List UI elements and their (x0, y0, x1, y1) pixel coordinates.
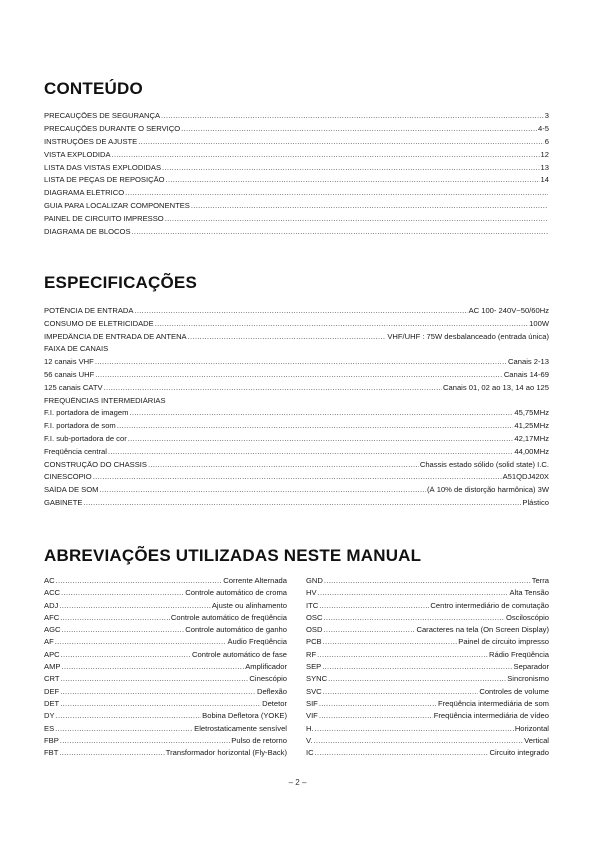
abbreviations-right-column (306, 577, 549, 761)
spec-row (44, 320, 549, 333)
row-label: SIF (306, 699, 318, 708)
dot-leader (323, 614, 504, 622)
row-label: F.I. portadora de imagem (44, 409, 129, 418)
abbreviation-row (306, 589, 549, 601)
spec-row (44, 371, 549, 384)
row-value: Painel de circuito impresso (458, 638, 549, 647)
dot-leader (55, 725, 193, 733)
row-label: ES (44, 724, 55, 733)
contents-item (44, 112, 549, 125)
dot-leader (161, 112, 544, 120)
row-label: INSTRUÇÕES DE AJUSTE (44, 137, 138, 146)
dot-leader (188, 333, 387, 341)
dot-leader (108, 448, 513, 456)
row-label: AGC (44, 626, 61, 635)
row-value: 45,75MHz (514, 409, 549, 418)
dot-leader (162, 164, 540, 172)
dot-leader (134, 307, 467, 315)
row-value: Alta Tensão (509, 589, 549, 598)
abbreviation-row (44, 651, 287, 663)
dot-leader (128, 435, 514, 443)
row-label: RF (306, 650, 317, 659)
row-label: CONSTRUÇÃO DO CHASSIS (44, 460, 147, 469)
dot-leader (59, 602, 210, 610)
row-label: IC (306, 749, 314, 758)
dot-leader (129, 409, 513, 417)
abbreviation-row (306, 675, 549, 687)
row-value: 3 (544, 112, 549, 120)
dot-leader (319, 700, 437, 708)
dot-leader (60, 688, 256, 696)
row-value: 44,00MHz (514, 447, 549, 456)
abbreviation-row (306, 602, 549, 614)
dot-leader (313, 737, 523, 745)
row-value: VHF/UHF : 75W desbalanceado (entrada única) (387, 332, 549, 341)
row-value: 41,25MHz (514, 422, 549, 431)
abbreviation-row (306, 614, 549, 626)
row-value: Terra (531, 577, 549, 585)
contents-item (44, 176, 549, 189)
row-label: HV (306, 589, 317, 598)
row-label: FBP (44, 736, 59, 745)
row-label: LISTA DE PEÇAS DE REPOSIÇÃO (44, 176, 165, 185)
row-value: Centro intermediário de comutação (430, 601, 549, 610)
row-value: 42,17MHz (514, 434, 549, 443)
row-value: Controles de volume (479, 687, 549, 696)
dot-leader (117, 422, 514, 430)
row-label: APC (44, 650, 60, 659)
row-label: AMP (44, 663, 61, 672)
row-label: 56 canais UHF (44, 370, 95, 379)
abbreviation-row (44, 614, 287, 626)
dot-leader (191, 202, 548, 210)
page-number: – 2 – (288, 778, 307, 787)
dot-leader (56, 712, 202, 720)
abbreviation-row (44, 712, 287, 724)
abbreviation-row (44, 737, 287, 749)
row-label: FREQÜÊNCIAS INTERMEDIÁRIAS (44, 396, 166, 405)
row-value: Rádio Freqüência (489, 650, 549, 659)
row-label: OSC (306, 613, 323, 622)
dot-leader (318, 589, 509, 597)
row-value: (À 10% de distorção harmônica) 3W (427, 486, 549, 495)
abbreviation-row (306, 688, 549, 700)
row-value: 100W (529, 319, 549, 328)
abbreviation-row (306, 638, 549, 650)
dot-leader (125, 189, 548, 197)
row-label: PRECAUÇÕES DURANTE O SERVIÇO (44, 124, 181, 133)
row-label: CRT (44, 675, 60, 684)
abbreviation-row (306, 700, 549, 712)
row-label: ACC (44, 589, 61, 598)
dot-leader (181, 125, 537, 133)
row-value: Transformador horizontal (Fly-Back) (165, 749, 287, 758)
spec-row (44, 307, 549, 320)
abbreviation-row (44, 577, 287, 589)
contents-item (44, 189, 549, 202)
abbreviation-row (306, 651, 549, 663)
row-value: Controle automático de croma (185, 589, 287, 598)
row-value: Ajuste ou alinhamento (211, 601, 287, 610)
dot-leader (165, 215, 548, 223)
abbreviations-left-column (44, 577, 287, 761)
spec-row (44, 486, 549, 499)
row-label: GABINETE (44, 498, 83, 507)
spec-row (44, 435, 549, 448)
row-label: DY (44, 712, 55, 721)
row-label: SEP (306, 663, 322, 672)
row-value: Chassis estado sólido (solid state) I.C. (419, 460, 549, 469)
row-label: DIAGRAMA DE BLOCOS (44, 228, 131, 237)
row-value: 13 (540, 163, 549, 172)
dot-leader (61, 626, 184, 634)
row-value: Cinescópio (249, 675, 287, 684)
spec-row (44, 499, 549, 512)
abbreviation-row (44, 700, 287, 712)
spec-row (44, 448, 549, 461)
contents-item (44, 125, 549, 138)
row-label: PAINEL DE CIRCUITO IMPRESSO (44, 215, 164, 224)
dot-leader (315, 749, 489, 757)
row-value: Controle automático de ganho (185, 626, 287, 635)
dot-leader (55, 638, 227, 646)
row-value: Detetor (262, 699, 287, 708)
row-label: POTÊNCIA DE ENTRADA (44, 307, 134, 315)
dot-leader (60, 737, 230, 745)
row-value: Freqüência intermediária de som (437, 699, 549, 708)
row-label: FAIXA DE CANAIS (44, 345, 109, 354)
contents-item (44, 138, 549, 151)
dot-leader (60, 675, 248, 683)
abbreviation-row (44, 663, 287, 675)
row-label: DEF (44, 687, 60, 696)
dot-leader (324, 577, 531, 585)
spec-row (44, 345, 549, 358)
row-label: ITC (306, 601, 319, 610)
dot-leader (95, 371, 503, 379)
row-label: AFC (44, 613, 60, 622)
row-value: Canais 14-69 (503, 370, 549, 379)
row-value: 4-5 (538, 124, 549, 133)
abbreviation-row (306, 626, 549, 638)
row-value: Canais 2-13 (508, 358, 549, 367)
row-label: 12 canais VHF (44, 358, 94, 367)
row-label: OSD (306, 626, 323, 635)
row-value: Sincronismo (507, 675, 549, 684)
dot-leader (166, 176, 540, 184)
abbreviation-row (44, 626, 287, 638)
row-label: DET (44, 699, 60, 708)
dot-leader (138, 138, 544, 146)
abbreviation-row (44, 749, 287, 761)
row-label: DIAGRAMA ELÉTRICO (44, 189, 125, 198)
row-value: Caracteres na tela (On Screen Display) (416, 626, 549, 635)
row-value: AC 100- 240V~50/60Hz (468, 307, 549, 315)
row-value: Freqüência intermediária de vídeo (433, 712, 549, 721)
row-label: 125 canais CATV (44, 383, 103, 392)
row-label: LISTA DAS VISTAS EXPLODIDAS (44, 163, 162, 172)
row-value: Pulso de retorno (231, 736, 287, 745)
contents-title: CONTEÚDO (44, 79, 143, 98)
row-label: FBT (44, 749, 59, 758)
spec-row (44, 422, 549, 435)
row-value: Controle automático de fase (192, 650, 287, 659)
row-value: Osciloscópio (505, 613, 549, 622)
row-value: Separador (513, 663, 549, 672)
dot-leader (323, 638, 458, 646)
dot-leader (60, 614, 170, 622)
row-value: Deflexão (257, 687, 287, 696)
row-label: VIF (306, 712, 318, 721)
abbreviation-row (306, 577, 549, 589)
dot-leader (315, 725, 514, 733)
dot-leader (56, 577, 223, 585)
abbreviation-row (306, 712, 549, 724)
abbreviations-title: ABREVIAÇÕES UTILIZADAS NESTE MANUAL (44, 546, 422, 565)
row-label: F.I. portadora de som (44, 422, 116, 431)
dot-leader (61, 663, 244, 671)
specifications-list (44, 307, 549, 512)
contents-item (44, 202, 549, 215)
row-value: Plástico (522, 498, 549, 507)
abbreviation-row (44, 589, 287, 601)
row-value: Vertical (524, 736, 549, 745)
row-value: Canais 01, 02 ao 13, 14 ao 125 (443, 383, 549, 392)
dot-leader (132, 228, 548, 236)
row-label: CONSUMO DE ELETRICIDADE (44, 319, 154, 328)
row-value: 14 (540, 176, 549, 185)
row-value: Áudio Freqüência (227, 638, 287, 647)
row-value: A51QDJ420X (502, 473, 549, 482)
spec-row (44, 333, 549, 346)
contents-item (44, 228, 549, 241)
dot-leader (104, 384, 442, 392)
row-value: 12 (540, 150, 549, 159)
row-label: SYNC (306, 675, 328, 684)
spec-row (44, 409, 549, 422)
dot-leader (323, 626, 415, 634)
dot-leader (319, 602, 429, 610)
row-label: SAÍDA DE SOM (44, 486, 99, 495)
spec-row (44, 461, 549, 474)
row-label: SVC (306, 687, 322, 696)
specifications-title: ESPECIFICAÇÕES (44, 273, 197, 292)
contents-item (44, 164, 549, 177)
abbreviation-row (306, 663, 549, 675)
row-label: V. (306, 736, 313, 745)
row-label: PRECAUÇÕES DE SEGURANÇA (44, 112, 161, 120)
dot-leader (61, 589, 184, 597)
dot-leader (328, 675, 506, 683)
row-label: AC (44, 577, 55, 585)
row-value: Eletrostaticamente sensível (194, 724, 287, 733)
row-value: Horizontal (514, 724, 549, 733)
contents-list (44, 112, 549, 241)
abbreviation-row (306, 725, 549, 737)
abbreviation-row (44, 602, 287, 614)
dot-leader (83, 499, 521, 507)
spec-row (44, 384, 549, 397)
spec-row (44, 473, 549, 486)
abbreviation-row (306, 749, 549, 761)
row-value: 6 (544, 137, 549, 146)
row-label: CINESCÓPIO (44, 473, 92, 482)
dot-leader (112, 151, 540, 159)
row-label: GUIA PARA LOCALIZAR COMPONENTES (44, 202, 190, 211)
abbreviations-table (44, 577, 549, 761)
row-label: ADJ (44, 601, 59, 610)
spec-row (44, 397, 549, 410)
row-label: PCB (306, 638, 322, 647)
abbreviation-row (44, 725, 287, 737)
dot-leader (319, 712, 433, 720)
row-value: Controle automático de freqüência (170, 613, 287, 622)
abbreviation-row (306, 737, 549, 749)
row-label: IMPEDÂNCIA DE ENTRADA DE ANTENA (44, 332, 187, 341)
row-label: GND (306, 577, 323, 585)
row-label: H. (306, 724, 314, 733)
abbreviation-row (44, 638, 287, 650)
row-label: Freqüência central (44, 447, 107, 456)
dot-leader (61, 651, 191, 659)
contents-item (44, 151, 549, 164)
dot-leader (60, 700, 261, 708)
abbreviation-row (44, 688, 287, 700)
spec-row (44, 358, 549, 371)
dot-leader (323, 688, 479, 696)
row-value: Bobina Defletora (YOKE) (202, 712, 287, 721)
row-label: AF (44, 638, 54, 647)
dot-leader (93, 473, 502, 481)
dot-leader (155, 320, 528, 328)
row-label: F.I. sub-portadora de cor (44, 434, 127, 443)
dot-leader (59, 749, 164, 757)
dot-leader (317, 651, 488, 659)
dot-leader (322, 663, 512, 671)
contents-item (44, 215, 549, 228)
row-label: VISTA EXPLODIDA (44, 150, 111, 159)
row-value: Amplificador (245, 663, 287, 672)
row-value: Circuito integrado (489, 749, 549, 758)
dot-leader (99, 486, 426, 494)
abbreviation-row (44, 675, 287, 687)
row-value: Corrente Alternada (223, 577, 287, 585)
dot-leader (148, 461, 419, 469)
dot-leader (95, 358, 507, 366)
